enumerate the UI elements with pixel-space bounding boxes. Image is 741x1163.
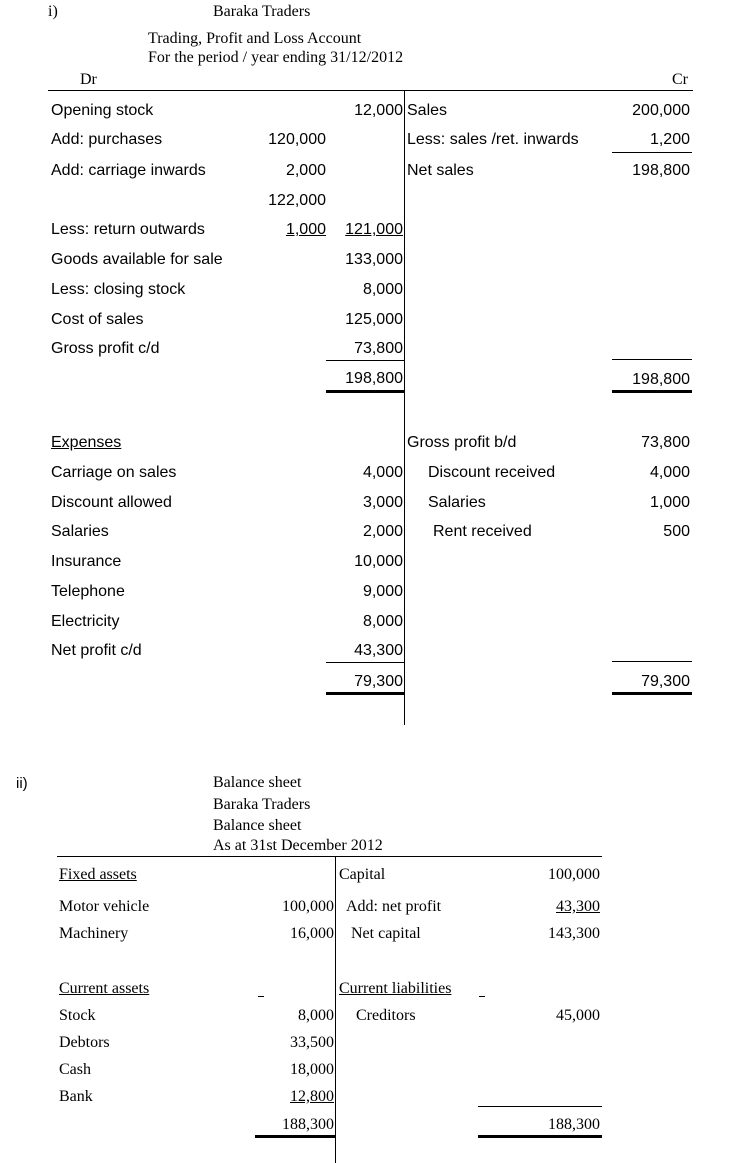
current-liabilities-header: Current liabilities [339,980,452,997]
pl-right-label-2: Salaries [428,494,486,511]
trading-left-label-7: Cost of sales [51,311,144,328]
trading-left-outer-0: 12,000 [354,102,403,119]
part2-label: ii) [16,775,28,792]
current-assets-header: Current assets [59,980,150,997]
pl-left-subtotal-rule [326,662,404,663]
trading-left-label-8: Gross profit c/d [51,340,160,357]
pl-left-total: 79,300 [354,673,403,690]
pl-right-amount-3: 500 [663,523,690,540]
fixed-asset-label-0: Motor vehicle [59,898,150,915]
trading-left-outer-6: 8,000 [362,281,403,298]
trading-left-outer-8: 73,800 [354,340,403,357]
bs-heading-3: Balance sheet [213,817,302,834]
current-asset-label-0: Stock [59,1007,96,1024]
pl-left-label-6: Net profit c/d [51,642,142,659]
pl-right-amount-2: 1,000 [649,494,690,511]
trading-right-label-1: Less: sales /ret. inwards [407,131,579,148]
trading-left-outer-4: 121,000 [345,221,403,238]
trading-left-label-4: Less: return outwards [51,221,205,238]
bs-top-rule [57,856,602,857]
pl-right-total: 79,300 [641,673,690,690]
pl-right-total-rule [612,692,692,695]
net-capital-label: Net capital [351,925,421,942]
pl-left-label-3: Insurance [51,553,122,570]
current-asset-label-1: Debtors [59,1034,110,1051]
trading-left-total-rule [326,390,404,393]
trading-left-outer-5: 133,000 [345,251,403,268]
pl-left-header: Expenses [51,434,122,451]
capital-amount: 100,000 [548,866,600,883]
trading-left-inner-3: 122,000 [268,192,326,209]
bs-heading-2: Baraka Traders [213,796,311,813]
current-asset-amount-0: 8,000 [298,1007,334,1024]
pl-left-total-rule [326,692,404,695]
fixed-asset-amount-1: 16,000 [290,925,334,942]
pl-left-label-5: Electricity [51,613,120,630]
capital-header: Capital [339,866,386,883]
cr-label: Cr [672,71,688,88]
liabilities-total: 188,300 [548,1116,600,1133]
current-asset-amount-2: 18,000 [290,1061,334,1078]
pl-right-label-0: Gross profit b/d [407,434,517,451]
creditors-label: Creditors [356,1007,416,1024]
pl-right-amount-1: 4,000 [649,464,690,481]
pl-left-label-1: Discount allowed [51,494,172,511]
trading-left-total: 198,800 [345,370,403,387]
current-asset-label-2: Cash [59,1061,91,1078]
pl-right-label-3: Rent received [433,523,532,540]
account-center-rule [404,90,405,725]
trading-right-label-0: Sales [407,102,448,119]
assets-total: 188,300 [282,1116,334,1133]
trading-left-label-5: Goods available for sale [51,251,223,268]
trading-right-amount-2: 198,800 [632,162,690,179]
trading-left-inner-2: 2,000 [285,162,326,179]
pl-left-label-0: Carriage on sales [51,464,177,481]
creditors-amount: 45,000 [556,1007,600,1024]
trading-right-amount-1: 1,200 [649,131,690,148]
trading-right-total-rule [612,390,692,393]
pl-left-label-4: Telephone [51,583,125,600]
net-profit-label: Add: net profit [346,898,442,915]
net-capital-amount: 143,300 [548,925,600,942]
bs-heading-4: As at 31st December 2012 [213,837,383,854]
company-name: Baraka Traders [213,3,311,20]
trading-left-outer-7: 125,000 [345,311,403,328]
current-asset-label-3: Bank [59,1088,93,1105]
fixed-asset-label-1: Machinery [59,925,129,942]
liabilities-subtotal-rule [478,1106,602,1107]
fixed-asset-amount-0: 100,000 [282,898,334,915]
trading-right-total: 198,800 [632,371,690,388]
trading-left-inner-4: 1,000 [285,221,326,238]
trading-left-label-2: Add: carriage inwards [51,162,206,179]
account-period: For the period / year ending 31/12/2012 [148,49,404,66]
current-asset-amount-1: 33,500 [290,1034,334,1051]
bs-center-rule [335,856,336,1163]
net-profit-amount: 43,300 [556,898,600,915]
trading-left-label-0: Opening stock [51,102,154,119]
trading-left-label-6: Less: closing stock [51,281,186,298]
account-title: Trading, Profit and Loss Account [148,30,362,47]
trading-right-sub-rule [612,152,692,153]
assets-total-rule [255,1135,336,1138]
dr-label: Dr [80,71,97,88]
pl-right-amount-0: 73,800 [641,434,690,451]
account-top-rule [48,90,693,91]
pl-left-label-2: Salaries [51,523,109,540]
current-liabilities-dash [479,996,485,997]
pl-right-label-1: Discount received [428,464,556,481]
current-assets-dash [258,996,264,997]
pl-left-amount-0: 4,000 [362,464,403,481]
pl-left-amount-5: 8,000 [362,613,403,630]
pl-right-subtotal-rule [612,661,692,662]
pl-left-amount-2: 2,000 [362,523,403,540]
pl-left-amount-3: 10,000 [354,553,403,570]
liabilities-total-rule [478,1135,602,1138]
part1-label: i) [48,3,58,20]
trading-right-amount-0: 200,000 [632,102,690,119]
trading-left-inner-1: 120,000 [268,131,326,148]
trading-right-label-2: Net sales [407,162,474,179]
fixed-assets-header: Fixed assets [59,866,137,883]
trading-left-label-1: Add: purchases [51,131,163,148]
trading-right-subtotal-rule [612,359,692,360]
pl-left-amount-6: 43,300 [354,642,403,659]
bs-heading-1: Balance sheet [213,774,302,791]
trading-left-subtotal-rule [326,360,404,361]
current-asset-amount-3: 12,800 [290,1088,334,1105]
pl-left-amount-4: 9,000 [362,583,403,600]
pl-left-amount-1: 3,000 [362,494,403,511]
